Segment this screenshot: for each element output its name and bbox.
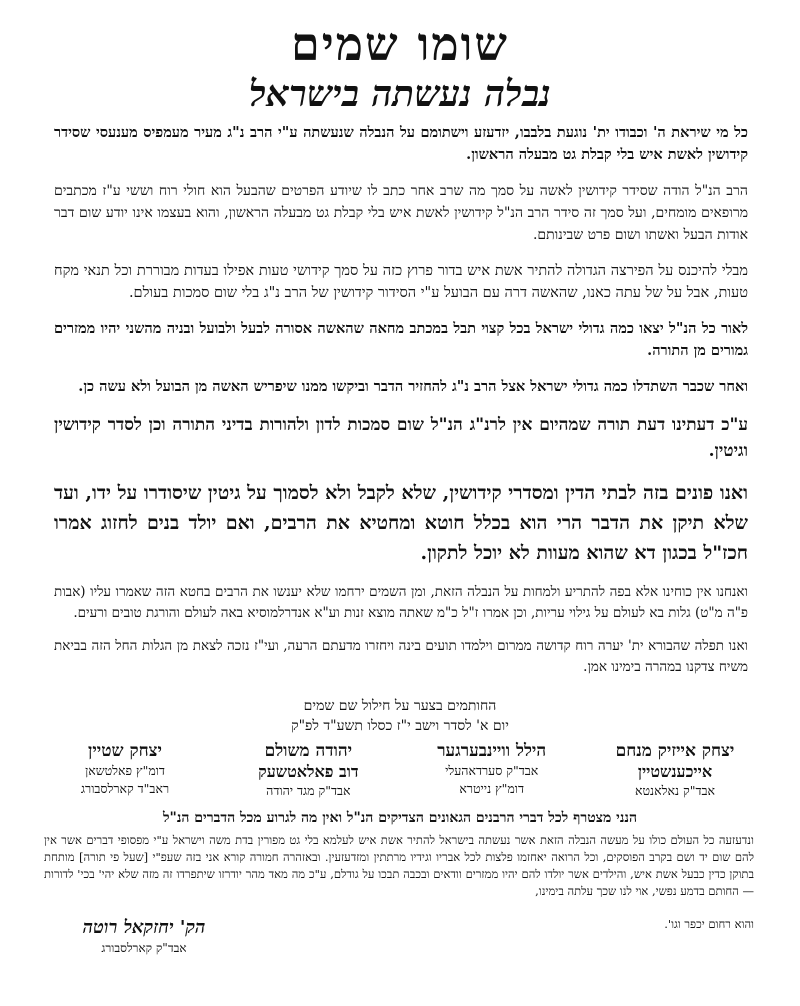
paragraph-warning: ואנחנו אין כוחינו אלא בפה להתריע ולמחות על הנבלה הזאת, ומן השמים ירחמו שלא יענשו את הרבים בחטא הזה שאמרו עליו (אבות פ"ה מ"ט) גלות בא לעולם על גילוי עריות, וכן אמרו ז"ל כ"מ שאתה מוצא זנות וע"א אנדרלמוסיא באה לעולם והורגת טובים ורעים. — [54, 584, 748, 621]
signer-name: יצחק אייזיק מנחם — [615, 741, 735, 761]
paragraph-argument: מבלי להיכנס על הפירצה הגדולה להתיר אשת איש בדור פרוץ כזה על סמך קידושי טעות אפילו בעדות מבוררת וכל תנאי מקח טעות, אבל על של עתה כאנו, שהאשה דרה עם הבועל ע"י הסידור קידושין של הרב נ"ג בלי שום סמכות בעולם. — [54, 263, 748, 301]
signer-name-line2: אייכענשטיין — [637, 762, 713, 781]
paragraph-protest: לאור כל הנ"ל יצאו כמה גדולי ישראל בכל קצוי תבל במכתב מחאה שהאשה אסורה לבעל ולבועל ובניה מהשני יהיו ממזרים גמורים מן התורה. — [54, 320, 748, 359]
signer-title: אבד"ק מגד יהודה — [266, 783, 351, 798]
final-signer-title: אבד"ק קארלסבורג — [101, 941, 187, 955]
signature-header — [0, 696, 800, 736]
signer — [223, 740, 393, 800]
signer-name-line2: דוב פאלאטשעק — [258, 762, 359, 781]
agreement-line: הנני מצטרף לכל דברי הרבנים הגאונים הצדיקים הנ"ל ואין מה לגרוע מכל הדברים הנ"ל — [162, 810, 638, 826]
signers-row — [40, 740, 760, 800]
signer — [590, 740, 760, 800]
paragraph-prayer: ואנו תפלה שהבורא ית' יערה רוח קדושה ממרום וילמדו תועים בינה ויחזרו מדעתם הרעה, ועי"ז נזכה לצאת מן הגלות החל הזה בביאת משיח צדקנו במהרה בימינו אמן. — [54, 638, 748, 675]
closing-prayer: והוא רחום יכפר וגו'. — [664, 917, 754, 931]
signer-name: הילל וויינבערגער — [437, 741, 547, 761]
signer — [40, 740, 210, 800]
signer-title: דומ"ץ נייטרא — [459, 781, 524, 796]
final-signer — [44, 916, 244, 956]
signer-title-line1: אבד"ק סערדאהעלי — [445, 763, 539, 778]
final-signer-name: הק' יחזקאל רוטה — [82, 917, 206, 938]
letter-body — [54, 122, 748, 678]
paragraph-opening: כל מי שיראת ה' וכבודו ית' נוגעת בלבבו, יזדעזע וישתומם על הנבלה שנעשתה ע"י הרב נ"ג מעיר מעמפיס מענעסי שסידר קידושין לאשת איש בלי קבלת גט מבעלה הראשון. — [54, 124, 748, 163]
signature-header-date: יום א' לסדר וישב י"ז כסלו תשע"ד לפ"ק — [291, 718, 509, 734]
paragraph-ruling: ע"כ דעתינו דעת תורה שמהיום אין לרנ"ג הנ"ל שום סמכות לדון ולהורות בדיני התורה וכן לסדר קידושין וגיטין. — [54, 415, 748, 461]
page-title: שומו שמים — [291, 17, 509, 71]
page-subtitle: נבלה נעשתה בישראל — [249, 73, 551, 115]
additional-statement: ונדעזעה כל העולם כולו על מעשה הנבלה הזאת אשר נעשתה בישראל להתיר אשת איש לעלמא בלי גט מפורין בדת משה וישראל ע"י מפסופי דברים אשר אין להם שום יד ושם בקרב הפוסקים, וכל הרואה יאחזמו פלצות לכל אבריו וגידיו מרתתין ומזדעזעין. ובאזהרה חמורה קורא אני בזה שעפ"י [שעל פי תורה] מותחת בתוקן כדין כבעל אשת איש, והילדים אשר יולדו להם יהיו ממזרים וודאים ובכבה תבכו על גודלם, ע"כ מה מאד מהר יודרזו שיתפרדו זה מזה שלא יהי' בכי' לדורות — החותם בדמע נפשי, אוי לנו שכך עלתה בימינו, — [44, 833, 754, 898]
paragraph-attempts: ואחר שכבר השתדלו כמה גדולי ישראל אצל הרב נ"ג להחזיר הדבר וביקשו ממנו שיפריש האשה מן הבועל ולא עשה כן. — [78, 378, 748, 395]
signer-name: יצחק שטיין — [88, 741, 163, 761]
signer-title: אבד"ק נאלאנטא — [635, 783, 715, 798]
signer-name: יהודה משולם — [264, 741, 353, 761]
signature-header-line1: החותמים בצער על חילול שם שמים — [303, 698, 497, 714]
paragraph-appeal: ואנו פונים בזה לבתי הדין ומסדרי קידושין, שלא לקבל ולא לסמוך על גיטין שיסודרו על ידו, ועד שלא תיקן את הדבר הרי הוא בכלל חוטא ומחטיא את הרבים, ואם יולד בנים לחזוג אמרו חכז"ל בכגון דא שהוא מעוות לא יוכל לתקון. — [54, 482, 748, 564]
signer-title: ראב"ד קארלסבורג — [80, 781, 170, 796]
signer — [407, 740, 577, 800]
paragraph-background: הרב הנ"ל הודה שסידר קידושין לאשה על סמך מה שרב אחר כתב לו שיודע הפרטים שהבעל הוא חולי רוח וששי ע"ז מכתבים מרופאים מומחים, ועל סמך זה סידר הרב הנ"ל קידושין לאשת איש בלי קבלת גט מבעלה הראשון, והוא בעצמו אינו יודע שום דבר אודות הבעל ואשתו ושום פרט שבינותם. — [54, 183, 748, 243]
signer-title-line1: דומ"ץ פאלטשאן — [85, 763, 165, 778]
